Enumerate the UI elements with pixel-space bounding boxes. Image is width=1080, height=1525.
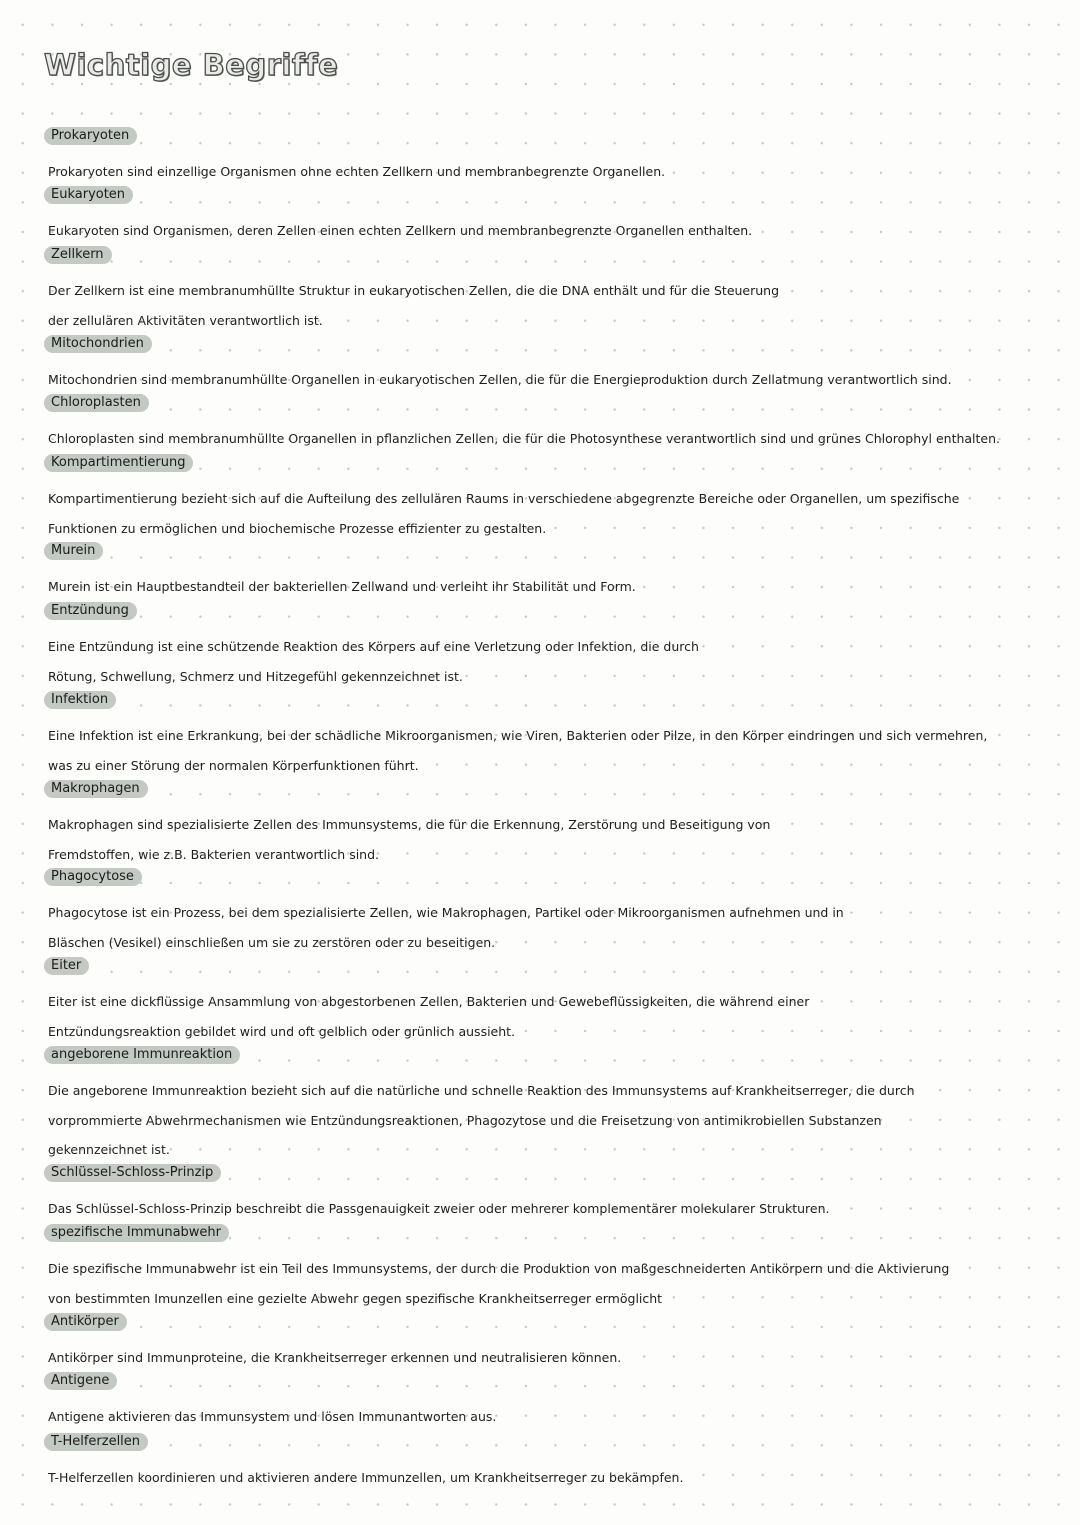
term-definition: Kompartimentierung bezieht sich auf die Aufteilung des zellulären Raums in verschiedene abgegrenzte Bereiche oder Organellen, um spezifische Funktionen zu ermöglichen und biochemische Prozesse effizienter zu gestalten. [48, 491, 960, 536]
term-label: Schlüssel-Schloss-Prinzip [44, 1164, 221, 1182]
term-label: Prokaryoten [44, 127, 137, 145]
term-label: Eukaryoten [44, 186, 133, 204]
term-definition: Eine Entzündung ist eine schützende Reaktion des Körpers auf eine Verletzung oder Infektion, die durch Rötung, Schwellung, Schmerz und Hitzegefühl gekennzeichnet ist. [48, 639, 699, 684]
term-label: Antikörper [44, 1313, 127, 1331]
term-label: Zellkern [44, 246, 112, 264]
term-definition: Phagocytose ist ein Prozess, bei dem spezialisierte Zellen, wie Makrophagen, Partikel oder Mikroorganismen aufnehmen und in Bläschen (Vesikel) einschließen um sie zu zerstören oder zu beseitigen. [48, 905, 844, 950]
term-label: Murein [44, 542, 103, 560]
term-definition: Antikörper sind Immunproteine, die Krankheitserreger erkennen und neutralisieren können. [48, 1350, 622, 1365]
term-label: Infektion [44, 691, 116, 709]
term-label: Eiter [44, 957, 89, 975]
term-definition: Das Schlüssel-Schloss-Prinzip beschreibt die Passgenauigkeit zweier oder mehrerer komplementärer molekularer Strukturen. [48, 1201, 830, 1216]
term-definition: Eukaryoten sind Organismen, deren Zellen einen echten Zellkern und membranbegrenzte Organellen enthalten. [48, 223, 753, 238]
term-label: spezifische Immunabwehr [44, 1224, 229, 1242]
term-label: Phagocytose [44, 868, 142, 886]
term-definition: Eiter ist eine dickflüssige Ansammlung von abgestorbenen Zellen, Bakterien und Gewebeflüssigkeiten, die während einer Entzündungsreaktion gebildet wird und oft gelblich oder grünlich aussieht. [48, 994, 810, 1039]
term-label: Chloroplasten [44, 394, 149, 412]
term-definition: Prokaryoten sind einzellige Organismen ohne echten Zellkern und membranbegrenzte Organellen. [48, 164, 666, 179]
term-label: Entzündung [44, 602, 137, 620]
term-label: Makrophagen [44, 780, 148, 798]
term-definition: Chloroplasten sind membranumhüllte Organellen in pflanzlichen Zellen, die für die Photosynthese verantwortlich sind und grünes Chlorophyl enthalten. [48, 431, 1001, 446]
term-definition: T-Helferzellen koordinieren und aktivieren andere Immunzellen, um Krankheitserreger zu bekämpfen. [48, 1470, 684, 1485]
page-title: Wichtige Begriffe [44, 48, 339, 82]
term-label: Kompartimentierung [44, 454, 193, 472]
term-definition: Die spezifische Immunabwehr ist ein Teil des Immunsystems, der durch die Produktion von maßgeschneiderten Antikörpern und die Aktivierung von bestimmten Imunzellen eine gezielte Abwehr gegen spezifische Krankheitserreger ermöglicht [48, 1261, 950, 1306]
term-definition: Murein ist ein Hauptbestandteil der bakteriellen Zellwand und verleiht ihr Stabilität und Form. [48, 579, 636, 594]
term-label: Mitochondrien [44, 335, 152, 353]
term-definition: Eine Infektion ist eine Erkrankung, bei der schädliche Mikroorganismen, wie Viren, Bakterien oder Pilze, in den Körper eindringen und sich vermehren, was zu einer Störung der normalen Körperfunktionen führt. [48, 728, 988, 773]
term-definition: Die angeborene Immunreaktion bezieht sich auf die natürliche und schnelle Reaktion des Immunsystems auf Krankheitserreger, die durch vorprommierte Abwehrmechanismen wie Entzündungsreaktionen, Phagozytose und die Freisetzung von antimikrobiellen Substanzen gekennzeichnet ist. [48, 1083, 915, 1158]
term-label: Antigene [44, 1372, 117, 1390]
term-definition: Antigene aktivieren das Immunsystem und lösen Immunantworten aus. [48, 1409, 497, 1424]
term-label: angeborene Immunreaktion [44, 1046, 240, 1064]
term-label: T-Helferzellen [44, 1433, 148, 1451]
term-definition: Der Zellkern ist eine membranumhüllte Struktur in eukaryotischen Zellen, die die DNA enthält und für die Steuerung der zellulären Aktivitäten verantwortlich ist. [48, 283, 780, 328]
term-definition: Mitochondrien sind membranumhüllte Organellen in eukaryotischen Zellen, die für die Energieproduktion durch Zellatmung verantwortlich sind. [48, 372, 952, 387]
term-definition: Makrophagen sind spezialisierte Zellen des Immunsystems, die für die Erkennung, Zerstörung und Beseitigung von Fremdstoffen, wie z.B. Bakterien verantwortlich sind. [48, 817, 771, 862]
